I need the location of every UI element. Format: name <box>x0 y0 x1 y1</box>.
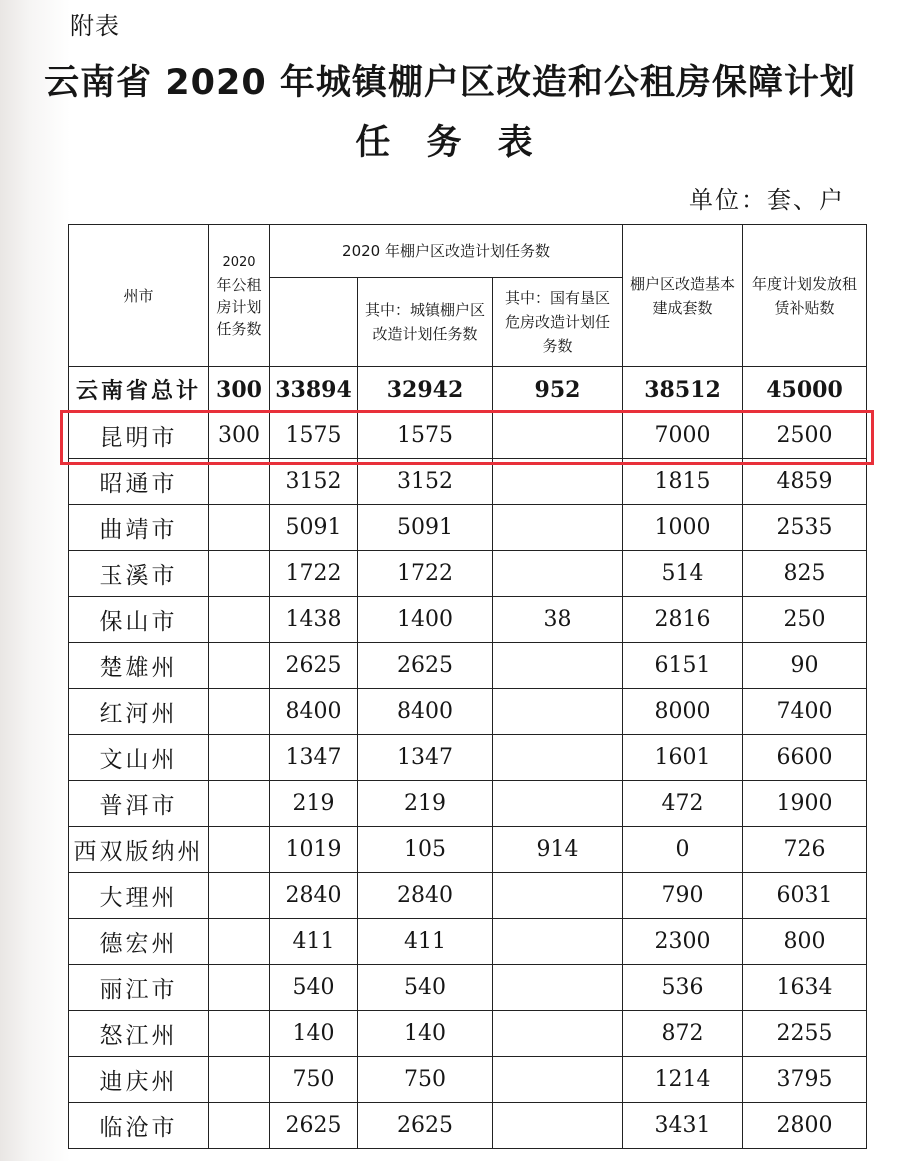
cell-farm <box>493 1011 623 1057</box>
cell-shantytown: 2625 <box>270 1103 358 1149</box>
cell-rental <box>209 1103 270 1149</box>
cell-shantytown: 1019 <box>270 827 358 873</box>
header-rental-text: 年公租房计划任务数 <box>216 275 262 338</box>
table-row <box>69 551 867 597</box>
cell-rental: 300 <box>209 413 270 459</box>
total-rental: 300 <box>209 367 270 413</box>
cell-urban: 1575 <box>358 413 493 459</box>
cell-rental <box>209 873 270 919</box>
cell-shantytown: 540 <box>270 965 358 1011</box>
highlight-box <box>60 410 874 465</box>
cell-shantytown: 5091 <box>270 505 358 551</box>
cell-urban: 105 <box>358 827 493 873</box>
cell-urban: 2625 <box>358 1103 493 1149</box>
cell-city: 红河州 <box>69 689 209 735</box>
cell-completed: 536 <box>623 965 743 1011</box>
data-rows <box>69 413 867 1149</box>
cell-farm: 38 <box>493 597 623 643</box>
cell-city: 曲靖市 <box>69 505 209 551</box>
cell-rental <box>209 827 270 873</box>
cell-completed: 2300 <box>623 919 743 965</box>
cell-subsidy: 2500 <box>743 413 867 459</box>
cell-farm: 914 <box>493 827 623 873</box>
cell-farm <box>493 459 623 505</box>
cell-urban: 1400 <box>358 597 493 643</box>
table-header-row-1 <box>69 225 867 278</box>
cell-rental <box>209 689 270 735</box>
cell-subsidy: 800 <box>743 919 867 965</box>
cell-shantytown: 1347 <box>270 735 358 781</box>
cell-completed: 7000 <box>623 413 743 459</box>
cell-shantytown: 140 <box>270 1011 358 1057</box>
cell-subsidy: 2255 <box>743 1011 867 1057</box>
document-title: 云南省 2020 年城镇棚户区改造和公租房保障计划 <box>44 63 856 103</box>
cell-rental <box>209 597 270 643</box>
cell-city: 保山市 <box>69 597 209 643</box>
total-subsidy: 45000 <box>743 367 867 413</box>
cell-shantytown: 750 <box>270 1057 358 1103</box>
table-row <box>69 459 867 505</box>
cell-subsidy: 3795 <box>743 1057 867 1103</box>
cell-rental <box>209 643 270 689</box>
cell-subsidy: 7400 <box>743 689 867 735</box>
cell-subsidy: 6031 <box>743 873 867 919</box>
cell-urban: 5091 <box>358 505 493 551</box>
cell-farm <box>493 1103 623 1149</box>
cell-city: 西双版纳州 <box>69 827 209 873</box>
total-city: 云南省总计 <box>69 367 209 413</box>
cell-farm <box>493 689 623 735</box>
task-table <box>68 224 867 1149</box>
cell-completed: 872 <box>623 1011 743 1057</box>
cell-farm <box>493 965 623 1011</box>
cell-completed: 1815 <box>623 459 743 505</box>
cell-shantytown: 8400 <box>270 689 358 735</box>
cell-rental <box>209 781 270 827</box>
header-completed: 棚户区改造基本建成套数 <box>623 225 743 367</box>
cell-subsidy: 90 <box>743 643 867 689</box>
cell-shantytown: 1438 <box>270 597 358 643</box>
cell-rental <box>209 1011 270 1057</box>
total-completed: 38512 <box>623 367 743 413</box>
cell-urban: 8400 <box>358 689 493 735</box>
table-row <box>69 1057 867 1103</box>
table-row <box>69 827 867 873</box>
header-rental <box>209 225 270 367</box>
cell-urban: 140 <box>358 1011 493 1057</box>
cell-farm <box>493 551 623 597</box>
cell-shantytown: 2625 <box>270 643 358 689</box>
cell-completed: 1601 <box>623 735 743 781</box>
cell-subsidy: 825 <box>743 551 867 597</box>
table-row <box>69 919 867 965</box>
cell-farm <box>493 643 623 689</box>
cell-city: 昆明市 <box>69 413 209 459</box>
cell-subsidy: 4859 <box>743 459 867 505</box>
total-shantytown: 33894 <box>270 367 358 413</box>
cell-city: 楚雄州 <box>69 643 209 689</box>
cell-urban: 750 <box>358 1057 493 1103</box>
cell-completed: 0 <box>623 827 743 873</box>
cell-urban: 540 <box>358 965 493 1011</box>
unit-label: 单位：套、户 <box>689 186 845 214</box>
cell-shantytown: 2840 <box>270 873 358 919</box>
cell-city: 玉溪市 <box>69 551 209 597</box>
cell-rental <box>209 551 270 597</box>
cell-subsidy: 1634 <box>743 965 867 1011</box>
cell-city: 迪庆州 <box>69 1057 209 1103</box>
cell-subsidy: 726 <box>743 827 867 873</box>
cell-rental <box>209 459 270 505</box>
cell-shantytown: 1722 <box>270 551 358 597</box>
cell-urban: 2625 <box>358 643 493 689</box>
cell-urban: 3152 <box>358 459 493 505</box>
cell-city: 大理州 <box>69 873 209 919</box>
cell-rental <box>209 1057 270 1103</box>
cell-shantytown: 1575 <box>270 413 358 459</box>
header-subsidy: 年度计划发放租赁补贴数 <box>743 225 867 367</box>
total-row <box>69 367 867 413</box>
header-farm: 其中：国有垦区危房改造计划任务数 <box>493 278 623 367</box>
cell-urban: 2840 <box>358 873 493 919</box>
cell-completed: 8000 <box>623 689 743 735</box>
cell-completed: 790 <box>623 873 743 919</box>
header-urban: 其中：城镇棚户区改造计划任务数 <box>358 278 493 367</box>
cell-subsidy: 250 <box>743 597 867 643</box>
cell-subsidy: 2800 <box>743 1103 867 1149</box>
cell-shantytown: 411 <box>270 919 358 965</box>
cell-subsidy: 6600 <box>743 735 867 781</box>
header-rental-year: 2020 <box>222 254 256 270</box>
cell-rental <box>209 505 270 551</box>
table-row <box>69 1103 867 1149</box>
cell-completed: 3431 <box>623 1103 743 1149</box>
header-shantytown-group: 2020 年棚户区改造计划任务数 <box>270 225 623 278</box>
cell-city: 文山州 <box>69 735 209 781</box>
header-shantytown-total <box>270 278 358 367</box>
cell-farm <box>493 919 623 965</box>
cell-city: 德宏州 <box>69 919 209 965</box>
cell-urban: 219 <box>358 781 493 827</box>
table-row <box>69 735 867 781</box>
cell-farm <box>493 735 623 781</box>
cell-city: 昭通市 <box>69 459 209 505</box>
cell-urban: 411 <box>358 919 493 965</box>
cell-completed: 2816 <box>623 597 743 643</box>
cell-farm <box>493 1057 623 1103</box>
total-farm: 952 <box>493 367 623 413</box>
table-row <box>69 965 867 1011</box>
cell-farm <box>493 781 623 827</box>
table-row <box>69 781 867 827</box>
cell-rental <box>209 965 270 1011</box>
table-row <box>69 873 867 919</box>
cell-completed: 472 <box>623 781 743 827</box>
cell-rental <box>209 735 270 781</box>
cell-completed: 514 <box>623 551 743 597</box>
cell-city: 怒江州 <box>69 1011 209 1057</box>
cell-farm <box>493 873 623 919</box>
header-city: 州市 <box>69 225 209 367</box>
total-urban: 32942 <box>358 367 493 413</box>
cell-rental <box>209 919 270 965</box>
cell-city: 临沧市 <box>69 1103 209 1149</box>
table-row <box>69 689 867 735</box>
cell-shantytown: 219 <box>270 781 358 827</box>
cell-completed: 1214 <box>623 1057 743 1103</box>
table-row <box>69 597 867 643</box>
table-row <box>69 1011 867 1057</box>
cell-farm <box>493 505 623 551</box>
cell-shantytown: 3152 <box>270 459 358 505</box>
cell-subsidy: 1900 <box>743 781 867 827</box>
cell-urban: 1347 <box>358 735 493 781</box>
cell-completed: 6151 <box>623 643 743 689</box>
cell-completed: 1000 <box>623 505 743 551</box>
table-row <box>69 505 867 551</box>
cell-urban: 1722 <box>358 551 493 597</box>
cell-subsidy: 2535 <box>743 505 867 551</box>
attachment-label: 附表 <box>70 12 120 40</box>
table-row <box>69 643 867 689</box>
document-title-line2: 任 务 表 <box>355 123 545 163</box>
cell-city: 丽江市 <box>69 965 209 1011</box>
cell-city: 普洱市 <box>69 781 209 827</box>
